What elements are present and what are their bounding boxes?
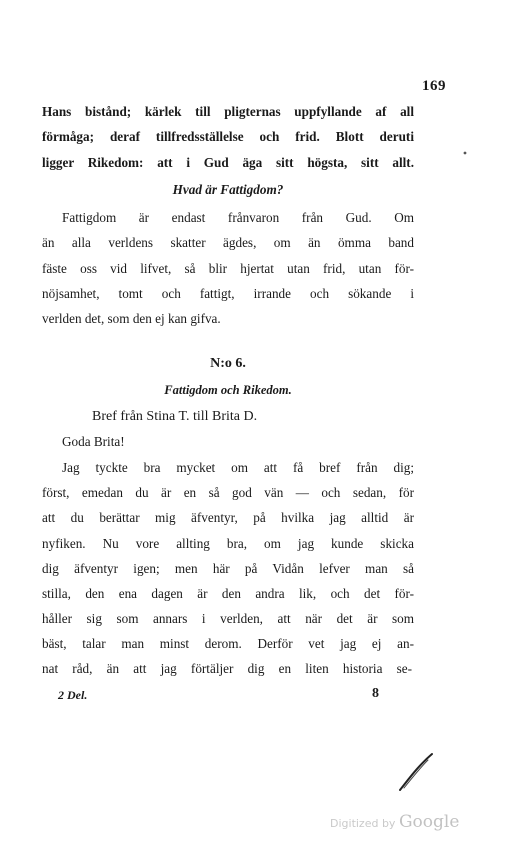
google-watermark	[330, 812, 459, 832]
footer-signature-number: 8	[372, 686, 379, 701]
google-logo: Google	[398, 812, 460, 832]
text-line: Jag tyckte bra mycket om att få bref från dig;	[62, 460, 414, 475]
text-line: stilla, den ena dagen är den andra lik, och det för-	[42, 586, 414, 601]
salutation: Goda Brita!	[62, 434, 125, 449]
text-line: Fattigdom är endast frånvaron från Gud. Om	[62, 210, 414, 225]
ink-stroke-mark	[398, 752, 434, 792]
text-line: verlden det, som den ej kan gifva.	[42, 311, 221, 326]
section-number: N:o 6.	[210, 356, 246, 371]
text-line: dig äfventyr igen; men här på Vidån lefver man så	[42, 561, 414, 576]
text-line: förmåga; deraf tillfredsställelse och frid. Blott deruti	[42, 129, 414, 144]
section-title: Fattigdom och Rikedom.	[164, 383, 292, 397]
text-line: håller sig som annars i verlden, att när det är som	[42, 611, 414, 626]
text-line: än alla verldens skatter ägdes, om än ömma band	[42, 235, 414, 250]
text-line: nat råd, än att jag förtäljer dig en liten historia se-	[42, 661, 412, 676]
text-line: Hans bistånd; kärlek till pligternas uppfyllande af all	[42, 104, 414, 119]
text-line: fäste oss vid lifvet, så blir hjertat utan frid, utan för-	[42, 261, 414, 276]
text-line: först, emedan du är en så god vän — och sedan, för	[42, 485, 414, 500]
question-heading: Hvad är Fattigdom?	[172, 182, 284, 197]
watermark-prefix: Digitized by	[330, 817, 396, 830]
text-line: bäst, talar man minst derom. Derför vet jag ej an-	[42, 636, 414, 651]
text-line: nyfiken. Nu vore allting bra, om jag kunde skicka	[42, 536, 414, 551]
page-number: 169	[422, 78, 446, 94]
text-line: ligger Rikedom: att i Gud äga sitt högsta, sitt allt.	[42, 155, 414, 170]
text-line: nöjsamhet, tomt och fattigt, irrande och sökande i	[42, 286, 414, 301]
text-line: att du berättar mig äfventyr, på hvilka jag alltid är	[42, 510, 414, 525]
footer-signature: 2 Del.	[58, 688, 88, 702]
letter-header: Bref från Stina T. till Brita D.	[92, 409, 258, 424]
speck-mark	[462, 150, 468, 156]
